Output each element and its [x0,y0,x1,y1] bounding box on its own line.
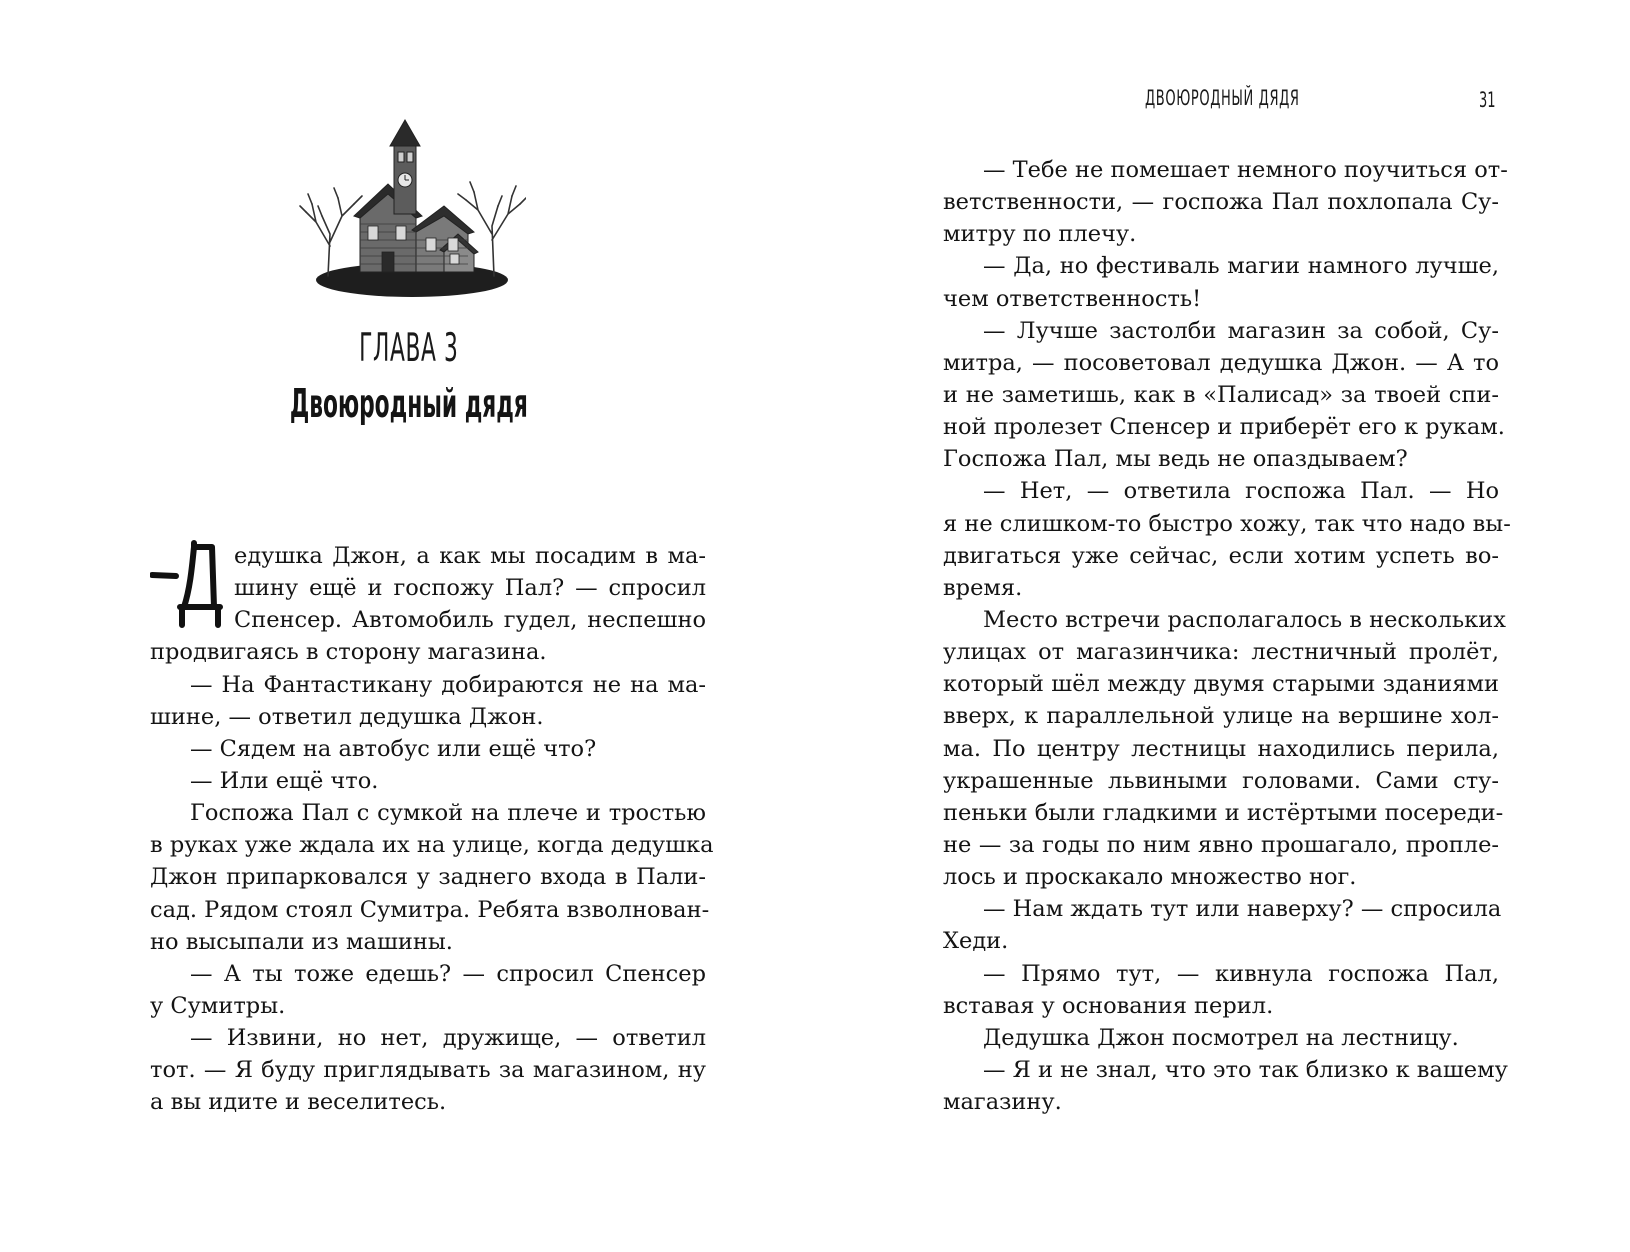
text-line: митра, — посоветовал дедушка Джон. — А то [943,349,1499,376]
text-line: — Да, но фестиваль магии намного лучше, [983,253,1499,280]
chapter-title: Двоюродный дядя [289,382,528,427]
text-line: — Или ещё что. [190,767,379,794]
text-line: продвигаясь в сторону магазина. [150,639,547,666]
right-page [815,0,1630,1252]
text-line: — Я и не знал, что это так близко к вашему [983,1056,1508,1083]
text-line: пеньки были гладкими и истёртыми посереди- [943,799,1504,826]
text-line: — А ты тоже едешь? — спросил Спенсер [190,960,706,987]
text-line: не — за годы по ним явно прошагало, пропле- [943,831,1499,858]
text-line: шине, — ответил дедушка Джон. [150,703,544,730]
text-line: Джон припарковался у заднего входа в Пали- [150,864,706,891]
text-line: — На Фантастикану добираются не на ма- [190,671,706,698]
text-line: — Нет, — ответила госпожа Пал. — Но [983,478,1499,505]
text-line: едушка Джон, а как мы посадим в ма- [234,543,706,569]
text-line: — Сядем на автобус или ещё что? [190,735,597,762]
page-number: 31 [1479,88,1496,112]
text-line: Спенсер. Автомобиль гудел, неспешно [234,607,706,634]
text-line: вверх, к параллельной улице на вершине хол- [943,703,1499,730]
text-line: украшенные львиными головами. Сами сту- [943,767,1499,794]
text-line: — Тебе не помешает немного поучиться от- [983,157,1508,183]
chapter-number: ГЛАВА 3 [359,326,459,371]
text-line: двигаться уже сейчас, если хотим успеть во- [943,542,1499,569]
text-line: Хеди. [943,928,1009,955]
text-line: шину ещё и госпожу Пал? — спросил [234,575,706,602]
text-line: но высыпали из машины. [150,928,453,955]
text-line: вставая у основания перил. [943,992,1274,1019]
text-line: Место встречи располагалось в нескольких [983,606,1506,633]
text-line: ма. По центру лестницы находились перила, [943,735,1499,762]
text-line: — Прямо тут, — кивнула госпожа Пал, [983,960,1499,987]
text-line: митру по плечу. [943,221,1137,248]
text-line: у Сумитры. [150,992,286,1019]
text-line: лось и проскакало множество ног. [943,864,1357,891]
text-line: Дедушка Джон посмотрел на лестницу. [983,1024,1459,1051]
right-page-body-text [943,154,1511,1118]
haunted-house-illustration [298,116,526,306]
text-line: улицах от магазинчика: лестничный пролёт, [943,639,1499,666]
running-head: ДВОЮРОДНЫЙ ДЯДЯ [1145,86,1300,110]
text-line: чем ответственность! [943,285,1202,312]
text-line: — Лучше застолби магазин за собой, Су- [983,317,1499,344]
text-line: ветственности, — госпожа Пал похлопала Су- [943,189,1499,216]
text-line: магазину. [943,1089,1062,1116]
text-line: — Нам ждать тут или наверху? — спросила [983,896,1502,923]
text-line: я не слишком-то быстро хожу, так что надо вы- [943,510,1511,537]
text-line: время. [943,574,1023,601]
text-line: тот. — Я буду приглядывать за магазином, ну [150,1057,706,1084]
text-line: Госпожа Пал с сумкой на плече и тростью [190,800,706,827]
left-page-body-text [150,540,714,1119]
text-line: который шёл между двумя старыми зданиями [943,671,1499,698]
text-line: сад. Рядом стоял Сумитра. Ребята взволнован- [150,896,710,923]
text-line: ной пролезет Спенсер и приберёт его к рукам. [943,414,1505,441]
text-line: в руках уже ждала их на улице, когда дедушка [150,832,714,859]
text-line: — Извини, но нет, дружище, — ответил [190,1025,706,1052]
text-line: а вы идите и веселитесь. [150,1089,447,1116]
text-line: Госпожа Пал, мы ведь не опаздываем? [943,446,1408,473]
text-line: и не заметишь, как в «Палисад» за твоей спи- [943,381,1499,408]
